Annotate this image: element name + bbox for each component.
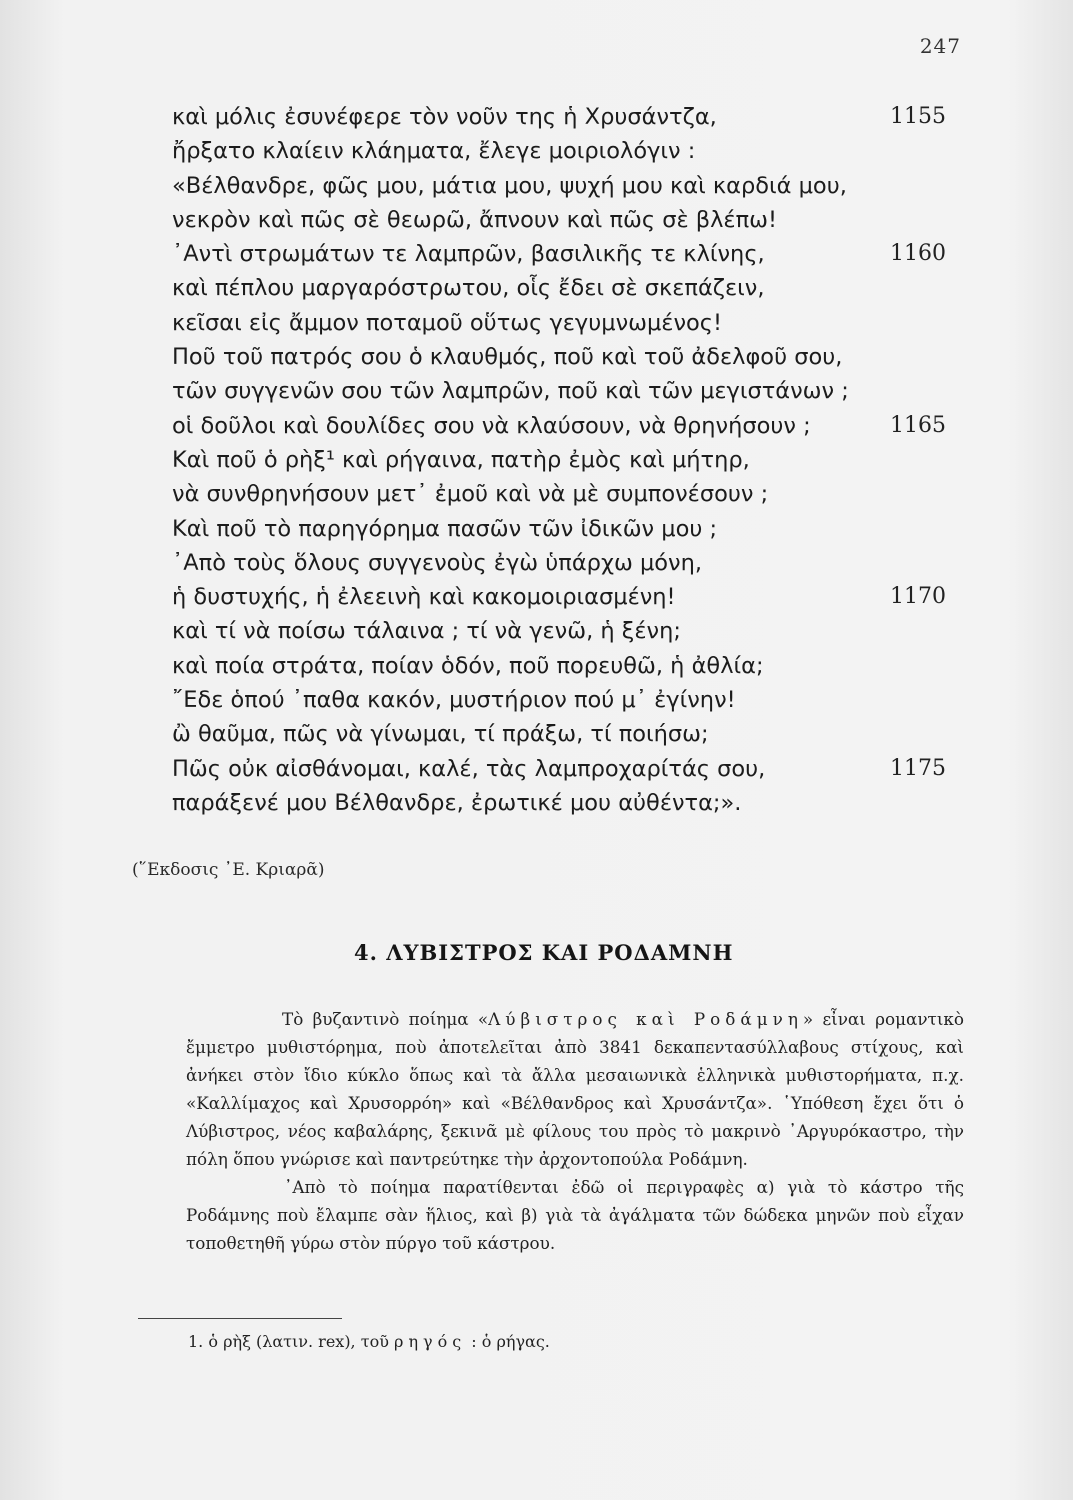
poem-line xyxy=(172,203,962,237)
section-title: 4. ΛΥΒΙΣΤΡΟΣ ΚΑΙ ΡΟΔΑΜΝΗ xyxy=(354,940,734,965)
poem-line-text: νὰ συνθρηνήσουν μετ᾿ ἐμοῦ καὶ νὰ μὲ συμπονέσουν ; xyxy=(172,481,769,508)
poem-line xyxy=(172,649,962,683)
poem-line-text: καὶ ποία στράτα, ποίαν ὁδόν, ποῦ πορευθῶ, ἡ ἀθλία; xyxy=(172,652,764,679)
poem-line-text: καὶ πέπλου μαργαρόστρωτου, οἷς ἔδει σὲ σκεπάζειν, xyxy=(172,275,765,302)
poem-line-text: ῎Εδε ὁπού ᾿παθα κακόν, μυστήριον πού μ᾿ ἐγίνην! xyxy=(172,687,736,714)
verse-number: 1155 xyxy=(890,104,946,129)
poem-line xyxy=(172,237,962,271)
footnote-end: : ὁ ρήγας. xyxy=(466,1332,550,1351)
poem-line-text: οἱ δοῦλοι καὶ δουλίδες σου νὰ κλαύσουν, νὰ θρηνήσουν ; xyxy=(172,412,811,439)
poem-line-text: κεῖσαι εἰς ἄμμον ποταμοῦ οὕτως γεγυμνωμένος! xyxy=(172,309,723,336)
poem-line xyxy=(172,271,962,305)
footnote-rule xyxy=(138,1318,342,1319)
poem-line-text: Καὶ ποῦ τὸ παρηγόρημα πασῶν τῶν ἰδικῶν μου ; xyxy=(172,515,718,542)
poem-line-text: τῶν συγγενῶν σου τῶν λαμπρῶν, ποῦ καὶ τῶν μεγιστάνων ; xyxy=(172,378,849,405)
poem-line xyxy=(172,409,962,443)
intro-paragraph-2: ᾿Απὸ τὸ ποίημα παρατίθενται ἐδῶ οἱ περιγραφὲς α) γιὰ τὸ κάστρο τῆς Ροδάμνης ποὺ ἔλαμπε σὰν ἥλιος, καὶ β) γιὰ τὰ ἀγάλματα τῶν δώδεκα μηνῶν ποὺ εἶχαν τοποθετηθῆ γύρω στὸν πύργο τοῦ κάστρου. xyxy=(186,1177,964,1253)
intro-poem-title: Λύβιστρος καὶ Ροδάμνη xyxy=(488,1009,803,1029)
poem-line xyxy=(172,306,962,340)
poem-line xyxy=(172,614,962,648)
footnote xyxy=(188,1332,550,1351)
poem-line xyxy=(172,717,962,751)
poem-line-text: ἡ δυστυχής, ἡ ἐλεεινὴ καὶ κακομοιριασμένη! xyxy=(172,584,676,611)
intro-paragraph-1 xyxy=(186,1005,964,1173)
footnote-spaced-word: ρηγός xyxy=(394,1332,467,1351)
poem-line xyxy=(172,134,962,168)
intro-p1-start: Τὸ βυζαντινὸ ποίημα « xyxy=(282,1009,489,1029)
poem-line-text: καὶ μόλις ἐσυνέφερε τὸν νοῦν της ἡ Χρυσάντζα, xyxy=(172,104,717,130)
poem-line-text: καὶ τί νὰ ποίσω τάλαινα ; τί νὰ γενῶ, ἡ ξένη; xyxy=(172,618,681,645)
poem-line-text: ὢ θαῦμα, πῶς νὰ γίνωμαι, τί πράξω, τί ποιήσω; xyxy=(172,721,709,748)
verse-number: 1170 xyxy=(890,584,946,610)
poem-line xyxy=(172,374,962,408)
poem-line-text: Πῶς οὐκ αἰσθάνομαι, καλέ, τὰς λαμπροχαρίτάς σου, xyxy=(172,755,766,782)
footnote-start: 1. ὁ ρὴξ (λατιν. rex), τοῦ xyxy=(188,1332,395,1351)
verse-number: 1160 xyxy=(890,241,946,267)
poem-line-text: «Βέλθανδρε, φῶς μου, μάτια μου, ψυχή μου καὶ καρδιά μου, xyxy=(172,172,847,199)
verse-number: 1165 xyxy=(890,412,946,438)
poem-block xyxy=(172,100,962,820)
poem-line-text: ᾿Απὸ τοὺς ὅλους συγγενοὺς ἐγὼ ὑπάρχω μόνη, xyxy=(172,549,703,576)
poem-line xyxy=(172,683,962,717)
poem-line xyxy=(172,443,962,477)
poem-line-text: ἤρξατο κλαίειν κλάηματα, ἔλεγε μοιριολόγιν : xyxy=(172,138,696,165)
intro-text xyxy=(186,1005,964,1257)
poem-line xyxy=(172,546,962,580)
poem-line xyxy=(172,786,962,820)
poem-line xyxy=(172,580,962,614)
poem-line xyxy=(172,752,962,786)
poem-line-text: ᾿Αντὶ στρωμάτων τε λαμπρῶν, βασιλικῆς τε κλίνης, xyxy=(172,241,765,268)
poem-line-text: παράξενέ μου Βέλθανδρε, ἐρωτικέ μου αὐθέντα;». xyxy=(172,789,742,816)
source-note: (῞Εκδοσις ᾿Ε. Κριαρᾶ) xyxy=(132,860,325,880)
poem-line xyxy=(172,477,962,511)
poem-line xyxy=(172,512,962,546)
verse-number: 1175 xyxy=(890,755,946,781)
poem-line xyxy=(172,169,962,203)
poem-line-text: νεκρὸν καὶ πῶς σὲ θεωρῶ, ἄπνουν καὶ πῶς σὲ βλέπω! xyxy=(172,206,778,233)
page-number: 247 xyxy=(919,34,961,58)
poem-line xyxy=(172,340,962,374)
poem-line xyxy=(172,100,962,134)
poem-line-text: Καὶ ποῦ ὁ ρὴξ¹ καὶ ρήγαινα, πατὴρ ἐμὸς καὶ μήτηρ, xyxy=(172,446,750,473)
poem-line-text: Ποῦ τοῦ πατρός σου ὁ κλαυθμός, ποῦ καὶ τοῦ ἀδελφοῦ σου, xyxy=(172,344,843,371)
intro-p1-rest: » εἶναι ρομαντικὸ ἔμμετρο μυθιστόρημα, ποὺ ἀποτελεῖται ἀπὸ 3841 δεκαπεντασύλλαβους στίχους, καὶ ἀνήκει στὸν ἴδιο κύκλο ὅπως καὶ τὰ ἄλλα μεσαιωνικὰ ἑλληνικὰ μυθιστορήματα, π.χ. «Καλλίμαχος καὶ Χρυσορρόη» καὶ «Βέλθανδρος καὶ Χρυσάντζα». ῾Υπόθεση ἔχει ὅτι ὁ Λύβιστρος, νέος καβαλάρης, ξεκινᾶ μὲ φίλους του πρὸς τὸ μακρινὸ ᾿Αργυρόκαστρο, τὴν πόλη ὅπου γνώρισε καὶ παντρεύτηκε τὴν ἀρχοντοπούλα Ροδάμνη. xyxy=(186,1009,964,1169)
